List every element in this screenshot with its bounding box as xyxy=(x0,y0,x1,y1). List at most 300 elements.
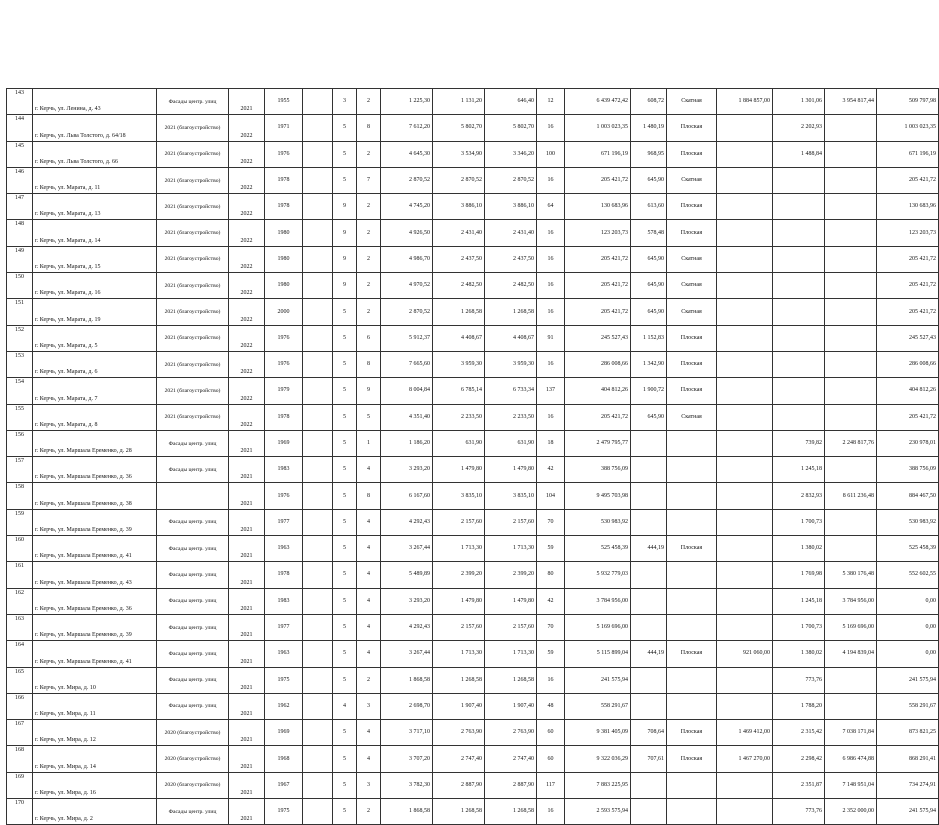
address-cell: г. Керчь, ул. Марата, д. 7 xyxy=(33,378,157,404)
address-cell: г. Керчь, ул. Мира, д. 11 xyxy=(33,693,157,719)
row-number: 156 xyxy=(7,430,33,456)
living-area-cell: 3 959,30 xyxy=(433,351,485,377)
empty-cell xyxy=(303,667,333,693)
floors-cell: 4 xyxy=(333,693,357,719)
unit-cost-cell: 773,76 xyxy=(773,667,825,693)
roof-area-cell: 645,90 xyxy=(631,273,667,299)
entrances-cell: 1 xyxy=(357,430,381,456)
other-cost-cell: 205 421,72 xyxy=(877,404,939,430)
owned-area-cell: 631,90 xyxy=(485,430,537,456)
entrances-cell: 4 xyxy=(357,720,381,746)
floors-cell: 5 xyxy=(333,325,357,351)
address-cell: г. Керчь, ул. Маршала Еременко, д. 39 xyxy=(33,614,157,640)
roof-cost-cell: 1 884 857,00 xyxy=(717,89,773,115)
owned-area-cell: 2 233,50 xyxy=(485,404,537,430)
empty-cell xyxy=(303,404,333,430)
entrances-cell: 2 xyxy=(357,667,381,693)
total-area-cell: 3 267,44 xyxy=(381,641,433,667)
total-area-cell: 6 167,60 xyxy=(381,483,433,509)
residents-cell: 42 xyxy=(537,588,565,614)
roof-type-cell: Плоская xyxy=(667,536,717,562)
floors-cell: 5 xyxy=(333,483,357,509)
facade-cost-cell: 3 954 817,44 xyxy=(825,89,877,115)
owned-area-cell: 5 802,70 xyxy=(485,115,537,141)
table-row xyxy=(7,167,939,193)
address-cell: г. Керчь, ул. Маршала Еременко, д. 41 xyxy=(33,641,157,667)
facade-cost-cell xyxy=(825,457,877,483)
total-area-cell: 5 912,37 xyxy=(381,325,433,351)
total-cost-cell: 205 421,72 xyxy=(565,299,631,325)
entrances-cell: 2 xyxy=(357,194,381,220)
unit-cost-cell xyxy=(773,325,825,351)
floors-cell: 5 xyxy=(333,667,357,693)
facade-cost-cell: 2 352 000,00 xyxy=(825,799,877,825)
roof-area-cell: 1 480,19 xyxy=(631,115,667,141)
owned-area-cell: 6 733,34 xyxy=(485,378,537,404)
other-cost-cell: 530 983,92 xyxy=(877,509,939,535)
work-type-cell xyxy=(157,483,229,509)
table-row xyxy=(7,746,939,772)
work-type-cell: Фасады центр. улиц xyxy=(157,588,229,614)
total-cost-cell: 5 115 899,04 xyxy=(565,641,631,667)
living-area-cell: 2 157,60 xyxy=(433,509,485,535)
row-number: 158 xyxy=(7,483,33,509)
build-year-cell: 1976 xyxy=(265,325,303,351)
empty-cell xyxy=(303,220,333,246)
work-type-cell: 2021 (благоустройство) xyxy=(157,167,229,193)
roof-type-cell: Плоская xyxy=(667,141,717,167)
floors-cell: 9 xyxy=(333,220,357,246)
row-number: 165 xyxy=(7,667,33,693)
address-cell: г. Керчь, ул. Марата, д. 14 xyxy=(33,220,157,246)
entrances-cell: 2 xyxy=(357,246,381,272)
floors-cell: 5 xyxy=(333,115,357,141)
table-row xyxy=(7,220,939,246)
total-cost-cell: 245 527,43 xyxy=(565,325,631,351)
entrances-cell: 4 xyxy=(357,509,381,535)
total-cost-cell: 2 593 575,94 xyxy=(565,799,631,825)
table-row xyxy=(7,641,939,667)
plan-year-cell: 2022 xyxy=(229,141,265,167)
plan-year-cell: 2021 xyxy=(229,588,265,614)
roof-area-cell: 645,90 xyxy=(631,404,667,430)
plan-year-cell: 2021 xyxy=(229,772,265,798)
empty-cell xyxy=(303,430,333,456)
roof-area-cell xyxy=(631,562,667,588)
work-type-cell: 2021 (благоустройство) xyxy=(157,246,229,272)
residents-cell: 16 xyxy=(537,167,565,193)
build-year-cell: 1983 xyxy=(265,588,303,614)
other-cost-cell: 558 291,67 xyxy=(877,693,939,719)
plan-year-cell: 2021 xyxy=(229,667,265,693)
floors-cell: 5 xyxy=(333,404,357,430)
unit-cost-cell xyxy=(773,351,825,377)
build-year-cell: 1976 xyxy=(265,483,303,509)
roof-cost-cell xyxy=(717,667,773,693)
residents-cell: 16 xyxy=(537,220,565,246)
total-area-cell: 1 225,30 xyxy=(381,89,433,115)
other-cost-cell: 509 797,98 xyxy=(877,89,939,115)
address-cell: г. Керчь, ул. Ленина, д. 43 xyxy=(33,89,157,115)
owned-area-cell: 1 268,58 xyxy=(485,799,537,825)
other-cost-cell: 0,00 xyxy=(877,641,939,667)
residents-cell: 18 xyxy=(537,430,565,456)
other-cost-cell: 671 196,19 xyxy=(877,141,939,167)
empty-cell xyxy=(303,772,333,798)
empty-cell xyxy=(303,483,333,509)
total-cost-cell: 1 003 023,35 xyxy=(565,115,631,141)
work-type-cell: 2021 (благоустройство) xyxy=(157,325,229,351)
living-area-cell: 1 131,20 xyxy=(433,89,485,115)
plan-year-cell: 2021 xyxy=(229,457,265,483)
table-row xyxy=(7,457,939,483)
roof-type-cell xyxy=(667,588,717,614)
roof-type-cell: Скатная xyxy=(667,299,717,325)
build-year-cell: 1971 xyxy=(265,115,303,141)
address-cell: г. Керчь, ул. Марата, д. 8 xyxy=(33,404,157,430)
row-number: 157 xyxy=(7,457,33,483)
roof-type-cell: Плоская xyxy=(667,378,717,404)
table-row xyxy=(7,562,939,588)
row-number: 159 xyxy=(7,509,33,535)
build-year-cell: 1978 xyxy=(265,562,303,588)
floors-cell: 5 xyxy=(333,167,357,193)
build-year-cell: 1978 xyxy=(265,194,303,220)
owned-area-cell: 3 886,10 xyxy=(485,194,537,220)
roof-cost-cell xyxy=(717,588,773,614)
other-cost-cell: 205 421,72 xyxy=(877,273,939,299)
address-cell: г. Керчь, ул. Мира, д. 14 xyxy=(33,746,157,772)
residents-cell: 80 xyxy=(537,562,565,588)
roof-cost-cell xyxy=(717,325,773,351)
work-type-cell: 2021 (благоустройство) xyxy=(157,141,229,167)
floors-cell: 9 xyxy=(333,194,357,220)
total-cost-cell: 205 421,72 xyxy=(565,273,631,299)
table-row xyxy=(7,588,939,614)
other-cost-cell: 868 291,41 xyxy=(877,746,939,772)
roof-cost-cell xyxy=(717,404,773,430)
owned-area-cell: 1 479,80 xyxy=(485,457,537,483)
table-row xyxy=(7,378,939,404)
residents-cell: 16 xyxy=(537,351,565,377)
row-number: 168 xyxy=(7,746,33,772)
row-number: 149 xyxy=(7,246,33,272)
total-area-cell: 4 645,30 xyxy=(381,141,433,167)
unit-cost-cell xyxy=(773,220,825,246)
build-year-cell: 1969 xyxy=(265,430,303,456)
residents-cell: 42 xyxy=(537,457,565,483)
entrances-cell: 5 xyxy=(357,404,381,430)
owned-area-cell: 3 959,30 xyxy=(485,351,537,377)
roof-area-cell: 645,90 xyxy=(631,246,667,272)
register-sheet xyxy=(6,88,936,825)
empty-cell xyxy=(303,115,333,141)
roof-cost-cell xyxy=(717,378,773,404)
other-cost-cell: 241 575,94 xyxy=(877,799,939,825)
roof-cost-cell xyxy=(717,194,773,220)
roof-type-cell: Скатная xyxy=(667,273,717,299)
row-number: 169 xyxy=(7,772,33,798)
total-cost-cell: 671 196,19 xyxy=(565,141,631,167)
row-number: 162 xyxy=(7,588,33,614)
floors-cell: 5 xyxy=(333,141,357,167)
entrances-cell: 4 xyxy=(357,562,381,588)
unit-cost-cell xyxy=(773,167,825,193)
build-year-cell: 1967 xyxy=(265,772,303,798)
total-area-cell: 3 293,20 xyxy=(381,457,433,483)
empty-cell xyxy=(303,720,333,746)
facade-cost-cell: 2 248 817,76 xyxy=(825,430,877,456)
owned-area-cell: 2 157,60 xyxy=(485,614,537,640)
owned-area-cell: 2 399,20 xyxy=(485,562,537,588)
unit-cost-cell xyxy=(773,299,825,325)
entrances-cell: 4 xyxy=(357,641,381,667)
living-area-cell: 2 233,50 xyxy=(433,404,485,430)
row-number: 163 xyxy=(7,614,33,640)
total-area-cell: 3 293,20 xyxy=(381,588,433,614)
residents-cell: 16 xyxy=(537,273,565,299)
plan-year-cell: 2022 xyxy=(229,325,265,351)
unit-cost-cell: 2 298,42 xyxy=(773,746,825,772)
unit-cost-cell: 1 380,02 xyxy=(773,641,825,667)
table-row xyxy=(7,89,939,115)
total-area-cell: 1 868,58 xyxy=(381,667,433,693)
residents-cell: 60 xyxy=(537,720,565,746)
other-cost-cell: 130 683,96 xyxy=(877,194,939,220)
roof-cost-cell xyxy=(717,562,773,588)
facade-cost-cell xyxy=(825,378,877,404)
entrances-cell: 8 xyxy=(357,483,381,509)
roof-type-cell: Плоская xyxy=(667,641,717,667)
roof-cost-cell xyxy=(717,772,773,798)
plan-year-cell: 2021 xyxy=(229,746,265,772)
work-type-cell: Фасады центр. улиц xyxy=(157,667,229,693)
empty-cell xyxy=(303,746,333,772)
plan-year-cell: 2022 xyxy=(229,404,265,430)
roof-area-cell xyxy=(631,799,667,825)
address-cell: г. Керчь, ул. Маршала Еременко, д. 38 xyxy=(33,483,157,509)
total-area-cell: 4 970,52 xyxy=(381,273,433,299)
floors-cell: 5 xyxy=(333,378,357,404)
floors-cell: 5 xyxy=(333,799,357,825)
build-year-cell: 1962 xyxy=(265,693,303,719)
row-number: 166 xyxy=(7,693,33,719)
roof-type-cell: Плоская xyxy=(667,746,717,772)
total-cost-cell: 205 421,72 xyxy=(565,167,631,193)
facade-cost-cell xyxy=(825,299,877,325)
roof-area-cell xyxy=(631,483,667,509)
residents-cell: 16 xyxy=(537,115,565,141)
unit-cost-cell: 1 245,18 xyxy=(773,457,825,483)
total-area-cell: 4 292,43 xyxy=(381,614,433,640)
table-row xyxy=(7,404,939,430)
work-type-cell: Фасады центр. улиц xyxy=(157,693,229,719)
living-area-cell: 1 479,80 xyxy=(433,457,485,483)
empty-cell xyxy=(303,325,333,351)
empty-cell xyxy=(303,641,333,667)
work-type-cell: Фасады центр. улиц xyxy=(157,89,229,115)
living-area-cell: 6 785,14 xyxy=(433,378,485,404)
work-type-cell: Фасады центр. улиц xyxy=(157,614,229,640)
empty-cell xyxy=(303,614,333,640)
plan-year-cell: 2021 xyxy=(229,536,265,562)
empty-cell xyxy=(303,509,333,535)
empty-cell xyxy=(303,562,333,588)
roof-cost-cell xyxy=(717,141,773,167)
roof-area-cell: 1 900,72 xyxy=(631,378,667,404)
roof-type-cell: Плоская xyxy=(667,351,717,377)
build-year-cell: 1975 xyxy=(265,667,303,693)
total-cost-cell: 9 322 036,29 xyxy=(565,746,631,772)
roof-type-cell: Плоская xyxy=(667,194,717,220)
entrances-cell: 2 xyxy=(357,299,381,325)
entrances-cell: 2 xyxy=(357,141,381,167)
living-area-cell: 631,90 xyxy=(433,430,485,456)
unit-cost-cell xyxy=(773,194,825,220)
address-cell: г. Керчь, ул. Мира, д. 2 xyxy=(33,799,157,825)
total-cost-cell: 9 495 703,98 xyxy=(565,483,631,509)
unit-cost-cell: 773,76 xyxy=(773,799,825,825)
entrances-cell: 3 xyxy=(357,693,381,719)
living-area-cell: 1 268,58 xyxy=(433,299,485,325)
floors-cell: 5 xyxy=(333,772,357,798)
entrances-cell: 2 xyxy=(357,89,381,115)
residents-cell: 100 xyxy=(537,141,565,167)
facade-cost-cell xyxy=(825,220,877,246)
facade-cost-cell xyxy=(825,693,877,719)
build-year-cell: 1979 xyxy=(265,378,303,404)
owned-area-cell: 1 268,58 xyxy=(485,667,537,693)
living-area-cell: 2 887,90 xyxy=(433,772,485,798)
residents-cell: 48 xyxy=(537,693,565,719)
plan-year-cell: 2022 xyxy=(229,115,265,141)
roof-type-cell: Скатная xyxy=(667,167,717,193)
total-cost-cell: 9 381 405,09 xyxy=(565,720,631,746)
entrances-cell: 8 xyxy=(357,115,381,141)
total-cost-cell: 205 421,72 xyxy=(565,404,631,430)
facade-cost-cell: 7 038 171,84 xyxy=(825,720,877,746)
total-area-cell: 4 745,20 xyxy=(381,194,433,220)
work-type-cell: 2021 (благоустройство) xyxy=(157,378,229,404)
build-year-cell: 1968 xyxy=(265,746,303,772)
floors-cell: 5 xyxy=(333,299,357,325)
table-row xyxy=(7,693,939,719)
empty-cell xyxy=(303,167,333,193)
table-row xyxy=(7,509,939,535)
roof-cost-cell xyxy=(717,115,773,141)
plan-year-cell: 2021 xyxy=(229,562,265,588)
address-cell: г. Керчь, ул. Маршала Еременко, д. 41 xyxy=(33,536,157,562)
table-row xyxy=(7,246,939,272)
roof-area-cell: 578,48 xyxy=(631,220,667,246)
facade-cost-cell: 7 148 951,04 xyxy=(825,772,877,798)
work-type-cell: 2021 (благоустройство) xyxy=(157,194,229,220)
other-cost-cell: 205 421,72 xyxy=(877,167,939,193)
living-area-cell: 4 408,67 xyxy=(433,325,485,351)
owned-area-cell: 2 763,90 xyxy=(485,720,537,746)
entrances-cell: 4 xyxy=(357,457,381,483)
roof-cost-cell xyxy=(717,614,773,640)
living-area-cell: 1 713,30 xyxy=(433,641,485,667)
empty-cell xyxy=(303,299,333,325)
unit-cost-cell: 1 788,20 xyxy=(773,693,825,719)
residents-cell: 64 xyxy=(537,194,565,220)
total-area-cell: 3 267,44 xyxy=(381,536,433,562)
entrances-cell: 4 xyxy=(357,614,381,640)
roof-area-cell: 708,64 xyxy=(631,720,667,746)
roof-cost-cell xyxy=(717,351,773,377)
table-row xyxy=(7,325,939,351)
work-type-cell: 2021 (благоустройство) xyxy=(157,404,229,430)
table-row xyxy=(7,614,939,640)
build-year-cell: 1977 xyxy=(265,509,303,535)
entrances-cell: 4 xyxy=(357,588,381,614)
floors-cell: 5 xyxy=(333,562,357,588)
facade-cost-cell xyxy=(825,194,877,220)
plan-year-cell: 2022 xyxy=(229,378,265,404)
row-number: 145 xyxy=(7,141,33,167)
total-cost-cell: 530 983,92 xyxy=(565,509,631,535)
build-year-cell: 1976 xyxy=(265,351,303,377)
unit-cost-cell: 2 832,93 xyxy=(773,483,825,509)
total-area-cell: 3 782,30 xyxy=(381,772,433,798)
residents-cell: 59 xyxy=(537,641,565,667)
roof-type-cell: Плоская xyxy=(667,325,717,351)
work-type-cell: 2021 (благоустройство) xyxy=(157,273,229,299)
facade-cost-cell xyxy=(825,404,877,430)
total-area-cell: 4 986,70 xyxy=(381,246,433,272)
row-number: 155 xyxy=(7,404,33,430)
row-number: 148 xyxy=(7,220,33,246)
table-row xyxy=(7,115,939,141)
unit-cost-cell: 1 769,98 xyxy=(773,562,825,588)
table-row xyxy=(7,772,939,798)
table-row xyxy=(7,299,939,325)
other-cost-cell: 404 812,26 xyxy=(877,378,939,404)
facade-cost-cell xyxy=(825,509,877,535)
entrances-cell: 2 xyxy=(357,273,381,299)
roof-area-cell xyxy=(631,509,667,535)
facade-cost-cell: 8 611 236,48 xyxy=(825,483,877,509)
unit-cost-cell: 2 315,42 xyxy=(773,720,825,746)
plan-year-cell: 2021 xyxy=(229,720,265,746)
roof-cost-cell xyxy=(717,273,773,299)
roof-type-cell: Плоская xyxy=(667,720,717,746)
empty-cell xyxy=(303,693,333,719)
living-area-cell: 2 437,50 xyxy=(433,246,485,272)
row-number: 146 xyxy=(7,167,33,193)
owned-area-cell: 2 437,50 xyxy=(485,246,537,272)
address-cell: г. Керчь, ул. Мира, д. 12 xyxy=(33,720,157,746)
roof-cost-cell xyxy=(717,299,773,325)
owned-area-cell: 646,40 xyxy=(485,89,537,115)
table-row xyxy=(7,720,939,746)
residents-cell: 60 xyxy=(537,746,565,772)
residents-cell: 70 xyxy=(537,509,565,535)
roof-type-cell: Скатная xyxy=(667,89,717,115)
total-area-cell: 1 868,58 xyxy=(381,799,433,825)
facade-cost-cell xyxy=(825,167,877,193)
other-cost-cell: 884 467,50 xyxy=(877,483,939,509)
row-number: 147 xyxy=(7,194,33,220)
living-area-cell: 1 479,80 xyxy=(433,588,485,614)
facade-cost-cell xyxy=(825,246,877,272)
roof-area-cell: 645,90 xyxy=(631,299,667,325)
other-cost-cell: 0,00 xyxy=(877,614,939,640)
plan-year-cell: 2021 xyxy=(229,430,265,456)
address-cell: г. Керчь, ул. Маршала Еременко, д. 43 xyxy=(33,562,157,588)
plan-year-cell: 2022 xyxy=(229,246,265,272)
